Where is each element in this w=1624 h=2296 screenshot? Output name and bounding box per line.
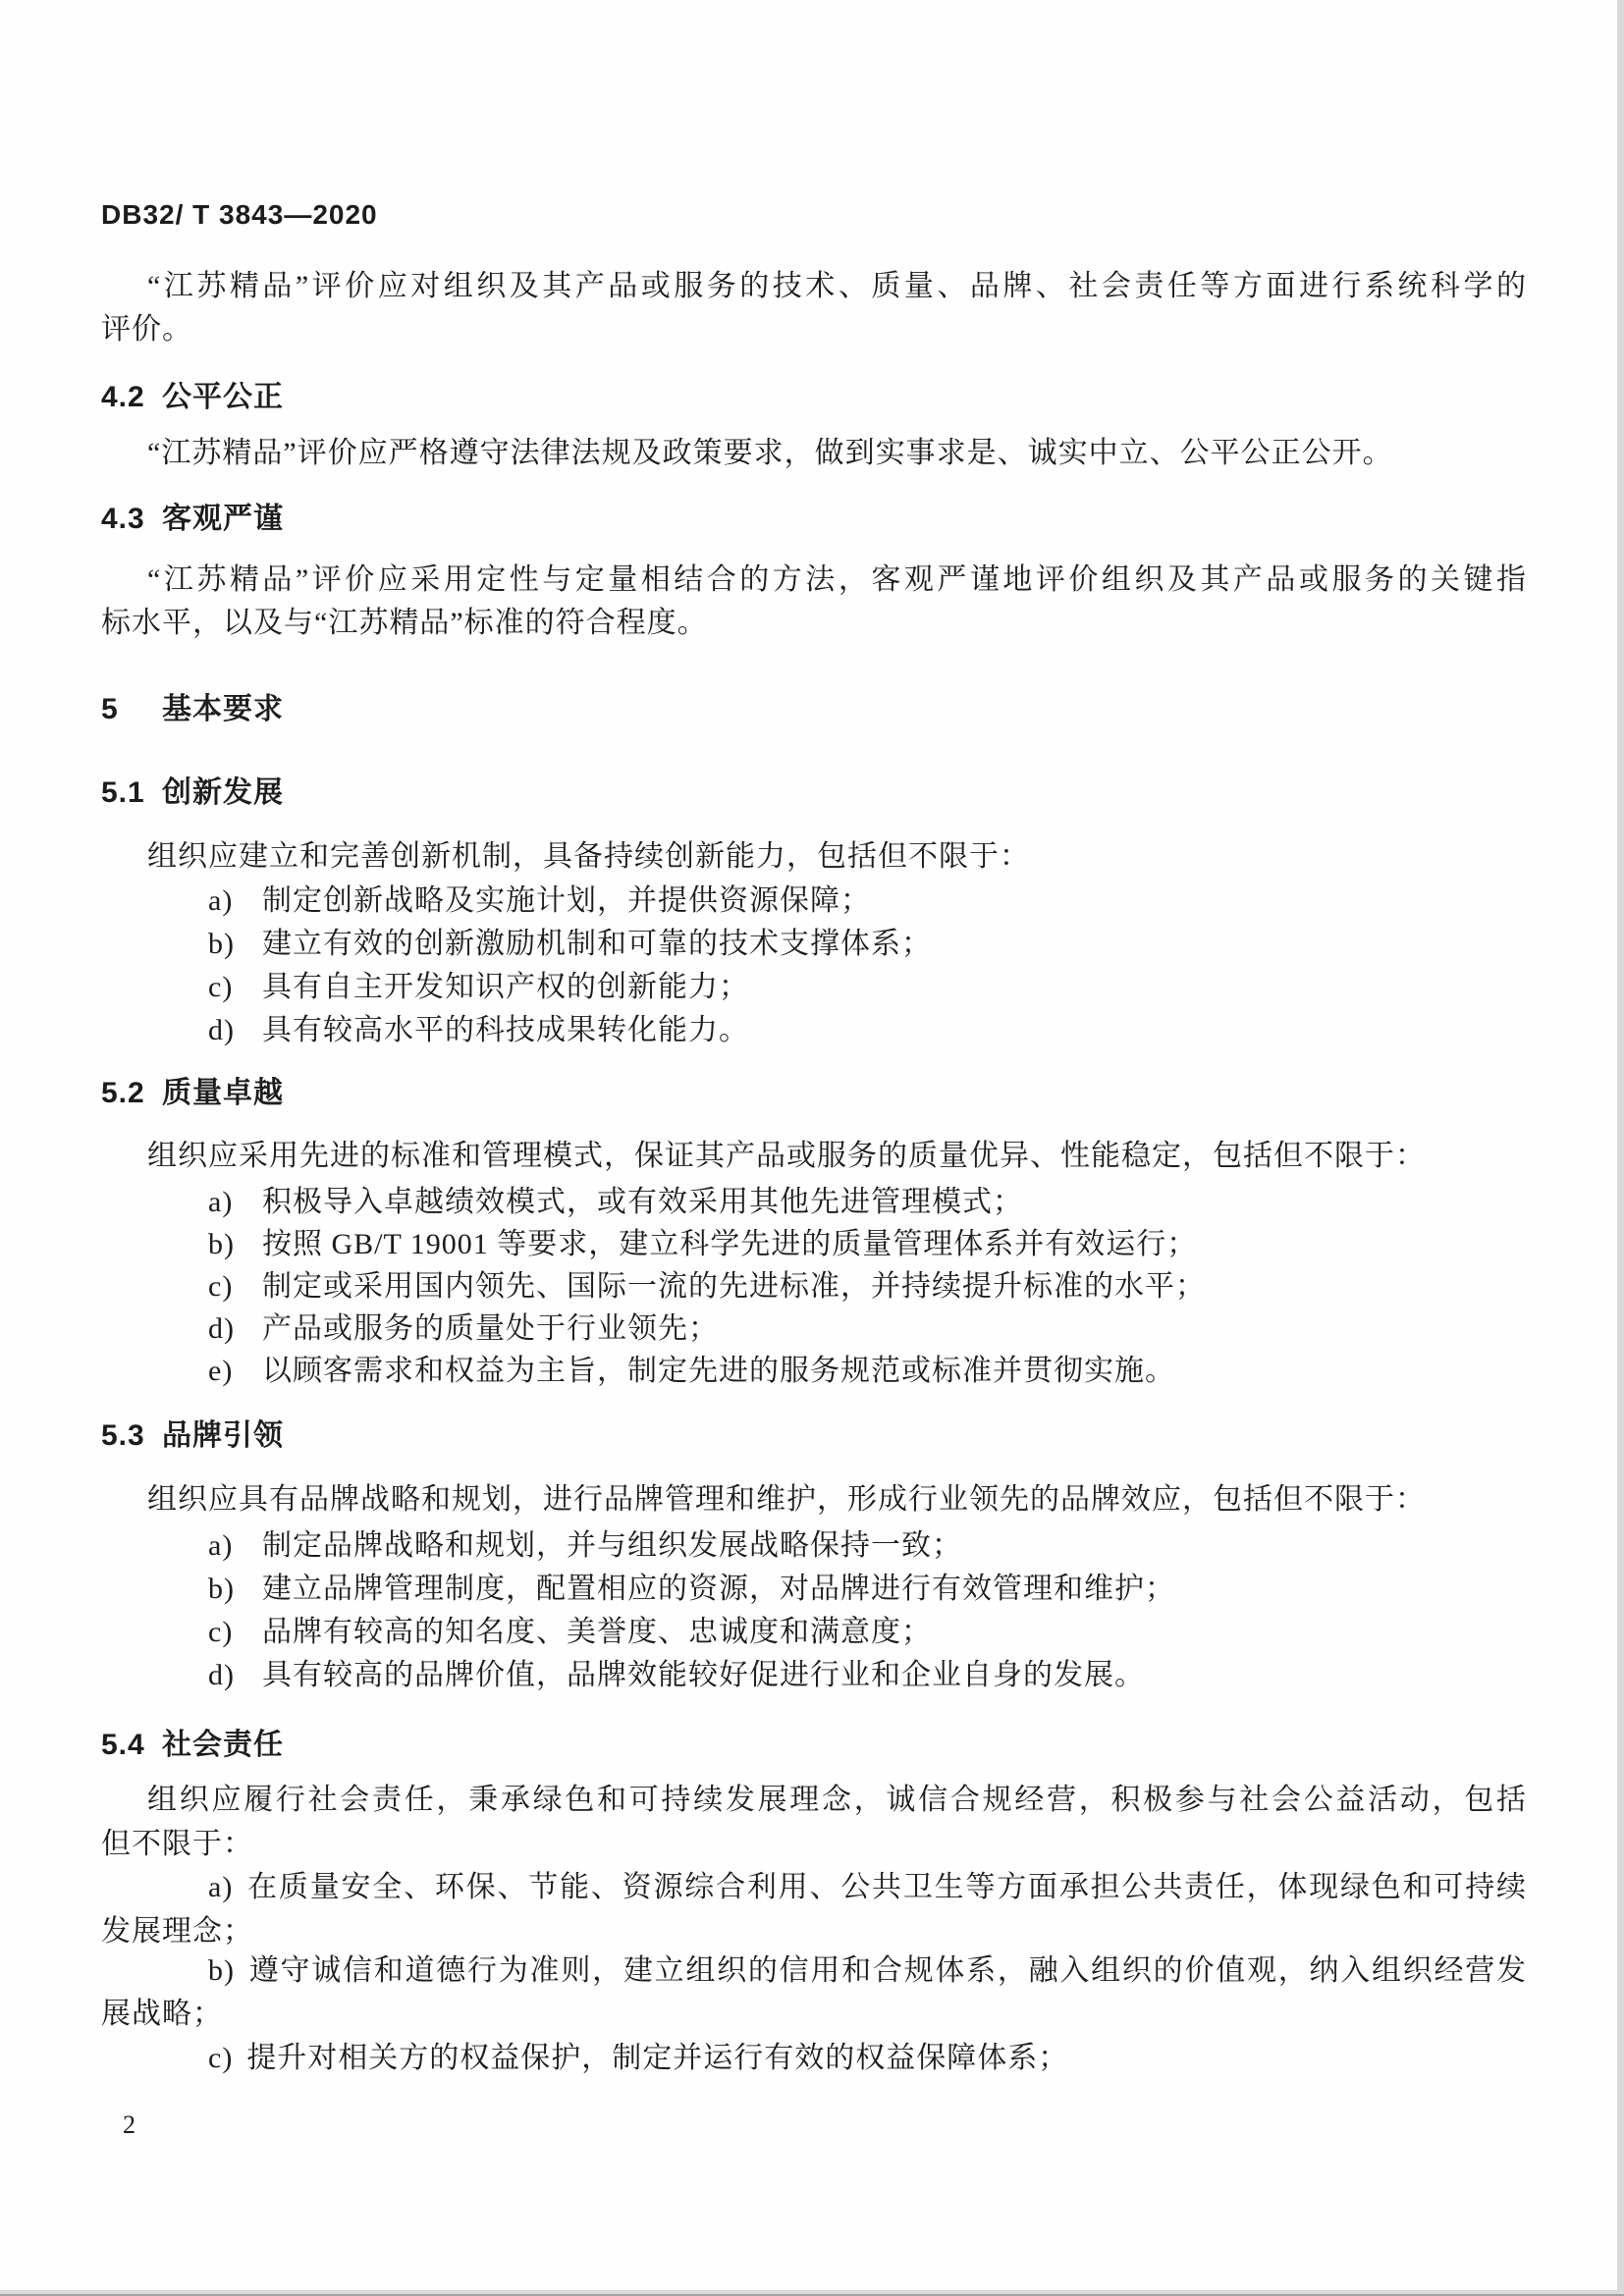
opening-paragraph xyxy=(101,265,1527,351)
list-item xyxy=(101,1611,1527,1654)
section-5-3-intro xyxy=(101,1478,1527,1522)
list-item-text: 按照 GB/T 19001 等要求，建立科学先进的质量管理体系并有效运行； xyxy=(262,1228,1198,1260)
paragraph-line: 组织应建立和完善创新机制，具备持续创新能力，包括但不限于： xyxy=(147,840,1030,873)
chapter-heading-5 xyxy=(101,688,1527,731)
section-heading-5-1 xyxy=(101,772,1527,815)
list-item-label: d) xyxy=(208,1659,235,1691)
section-heading-5-2 xyxy=(101,1072,1527,1115)
list-item xyxy=(101,966,1527,1009)
list-item-text: 制定品牌战略和规划，并与组织发展战略保持一致； xyxy=(262,1529,962,1562)
paragraph-line: 组织应采用先进的标准和管理模式，保证其产品或服务的质量优异、性能稳定，包括但不限于： xyxy=(147,1140,1426,1172)
list-item-label: e) xyxy=(208,1355,234,1387)
list-item-5-4-b xyxy=(101,1949,1527,2036)
list-item xyxy=(101,1265,1527,1308)
list-item-text: 提升对相关方的权益保护，制定并运行有效的权益保障体系； xyxy=(246,2042,1069,2074)
list-item-label: a) xyxy=(208,1871,234,1903)
list-item-text: 品牌有较高的知名度、美誉度、忠诚度和满意度； xyxy=(262,1616,932,1648)
list-item-text: 具有较高的品牌价值，品牌效能较好促进行业和企业自身的发展。 xyxy=(262,1659,1145,1691)
section-title: 创新发展 xyxy=(162,776,284,809)
list-item-label: a) xyxy=(208,1529,234,1562)
list-item xyxy=(101,880,1527,923)
list-item xyxy=(101,1181,1527,1223)
section-5-3-list xyxy=(101,1524,1527,1697)
section-5-4-intro xyxy=(101,1778,1527,1866)
list-item-text: 积极导入卓越绩效模式，或有效采用其他先进管理模式； xyxy=(262,1186,1023,1218)
paragraph-line: 但不限于： xyxy=(101,1828,253,1860)
section-title: 社会责任 xyxy=(162,1729,284,1761)
paragraph-line: “江苏精品”评价应严格遵守法律法规及政策要求，做到实事求是、诚实中立、公平公正公开。 xyxy=(147,437,1393,469)
chapter-title: 基本要求 xyxy=(162,693,284,725)
paragraph-line: 标水平，以及与“江苏精品”标准的符合程度。 xyxy=(101,607,708,639)
list-item xyxy=(101,1009,1527,1052)
list-item-text: 建立品牌管理制度，配置相应的资源，对品牌进行有效管理和维护； xyxy=(262,1573,1175,1605)
section-number: 4.2 xyxy=(101,381,145,413)
list-item xyxy=(101,1308,1527,1350)
section-4-2-paragraph xyxy=(101,432,1527,475)
section-heading-5-4 xyxy=(101,1724,1527,1767)
list-item-line xyxy=(101,1865,1527,1909)
section-title: 质量卓越 xyxy=(162,1077,284,1109)
section-5-2-intro xyxy=(101,1135,1527,1178)
list-item-label: a) xyxy=(208,884,234,917)
section-5-1-intro xyxy=(101,835,1527,879)
list-item xyxy=(101,1568,1527,1611)
section-number: 5.2 xyxy=(101,1077,145,1109)
section-heading-5-3 xyxy=(101,1415,1527,1458)
list-item-text: 建立有效的创新激励机制和可靠的技术支撑体系； xyxy=(262,928,932,960)
list-item-label: c) xyxy=(208,2042,234,2074)
list-item-label: b) xyxy=(208,1573,235,1605)
scan-edge-bottom xyxy=(0,2290,1624,2296)
section-title: 公平公正 xyxy=(162,381,284,413)
list-item-text: 具有较高水平的科技成果转化能力。 xyxy=(262,1014,749,1046)
section-5-1-list xyxy=(101,880,1527,1052)
list-item-text: 制定创新战略及实施计划，并提供资源保障； xyxy=(262,884,871,917)
page-number: 2 xyxy=(123,2110,135,2139)
list-item xyxy=(101,1350,1527,1392)
section-number: 5.4 xyxy=(101,1729,145,1761)
paragraph-line: 组织应具有品牌战略和规划，进行品牌管理和维护，形成行业领先的品牌效应，包括但不限于： xyxy=(147,1483,1426,1516)
list-item-label: d) xyxy=(208,1014,235,1046)
section-title: 客观严谨 xyxy=(162,503,284,535)
section-number: 4.3 xyxy=(101,503,145,535)
paragraph-line: 评价。 xyxy=(101,313,192,346)
list-item-text: 制定或采用国内领先、国际一流的先进标准，并持续提升标准的水平； xyxy=(262,1270,1206,1303)
list-item xyxy=(101,1654,1527,1697)
list-item-label: b) xyxy=(208,1954,235,1987)
paragraph-line: “江苏精品”评价应对组织及其产品或服务的技术、质量、品牌、社会责任等方面进行系统科学的 xyxy=(147,270,1527,302)
section-number: 5.3 xyxy=(101,1419,145,1452)
section-title: 品牌引领 xyxy=(162,1419,284,1452)
list-item-label: a) xyxy=(208,1186,234,1218)
list-item-5-4-a xyxy=(101,1865,1527,1953)
list-item-text: 在质量安全、环保、节能、资源综合利用、公共卫生等方面承担公共责任，体现绿色和可持续 xyxy=(246,1871,1527,1903)
list-item-text: 遵守诚信和道德行为准则，建立组织的信用和合规体系，融入组织的价值观，纳入组织经营发 xyxy=(248,1954,1527,1987)
section-4-3-paragraph xyxy=(101,559,1527,645)
section-number: 5.1 xyxy=(101,776,145,809)
chapter-number: 5 xyxy=(101,693,119,725)
list-item-line xyxy=(101,1949,1527,1993)
section-5-2-list xyxy=(101,1181,1527,1392)
scan-edge-right xyxy=(1617,0,1624,2296)
list-item-text: 以顾客需求和权益为主旨，制定先进的服务规范或标准并贯彻实施。 xyxy=(262,1355,1175,1387)
list-item-label: c) xyxy=(208,1270,234,1303)
list-item xyxy=(101,1524,1527,1568)
list-item-line: 展战略； xyxy=(101,1998,223,2030)
section-heading-4-2 xyxy=(101,376,1527,419)
list-item-label: d) xyxy=(208,1312,235,1345)
list-item-label: b) xyxy=(208,1228,235,1260)
list-item-5-4-c xyxy=(101,2037,1527,2080)
paragraph-line: 组织应履行社会责任，秉承绿色和可持续发展理念，诚信合规经营，积极参与社会公益活动，包括 xyxy=(147,1784,1527,1816)
list-item xyxy=(101,923,1527,966)
list-item-text: 具有自主开发知识产权的创新能力； xyxy=(262,971,749,1003)
paragraph-line: “江苏精品”评价应采用定性与定量相结合的方法，客观严谨地评价组织及其产品或服务的关键指 xyxy=(147,563,1527,596)
section-heading-4-3 xyxy=(101,498,1527,541)
list-item-label: c) xyxy=(208,971,234,1003)
document-number-header: DB32/ T 3843—2020 xyxy=(101,199,378,230)
list-item-text: 产品或服务的质量处于行业领先； xyxy=(262,1312,719,1345)
list-item-line: 发展理念； xyxy=(101,1915,253,1948)
list-item xyxy=(101,1223,1527,1265)
list-item-label: c) xyxy=(208,1616,234,1648)
list-item-line xyxy=(101,2037,1527,2080)
list-item-label: b) xyxy=(208,928,235,960)
